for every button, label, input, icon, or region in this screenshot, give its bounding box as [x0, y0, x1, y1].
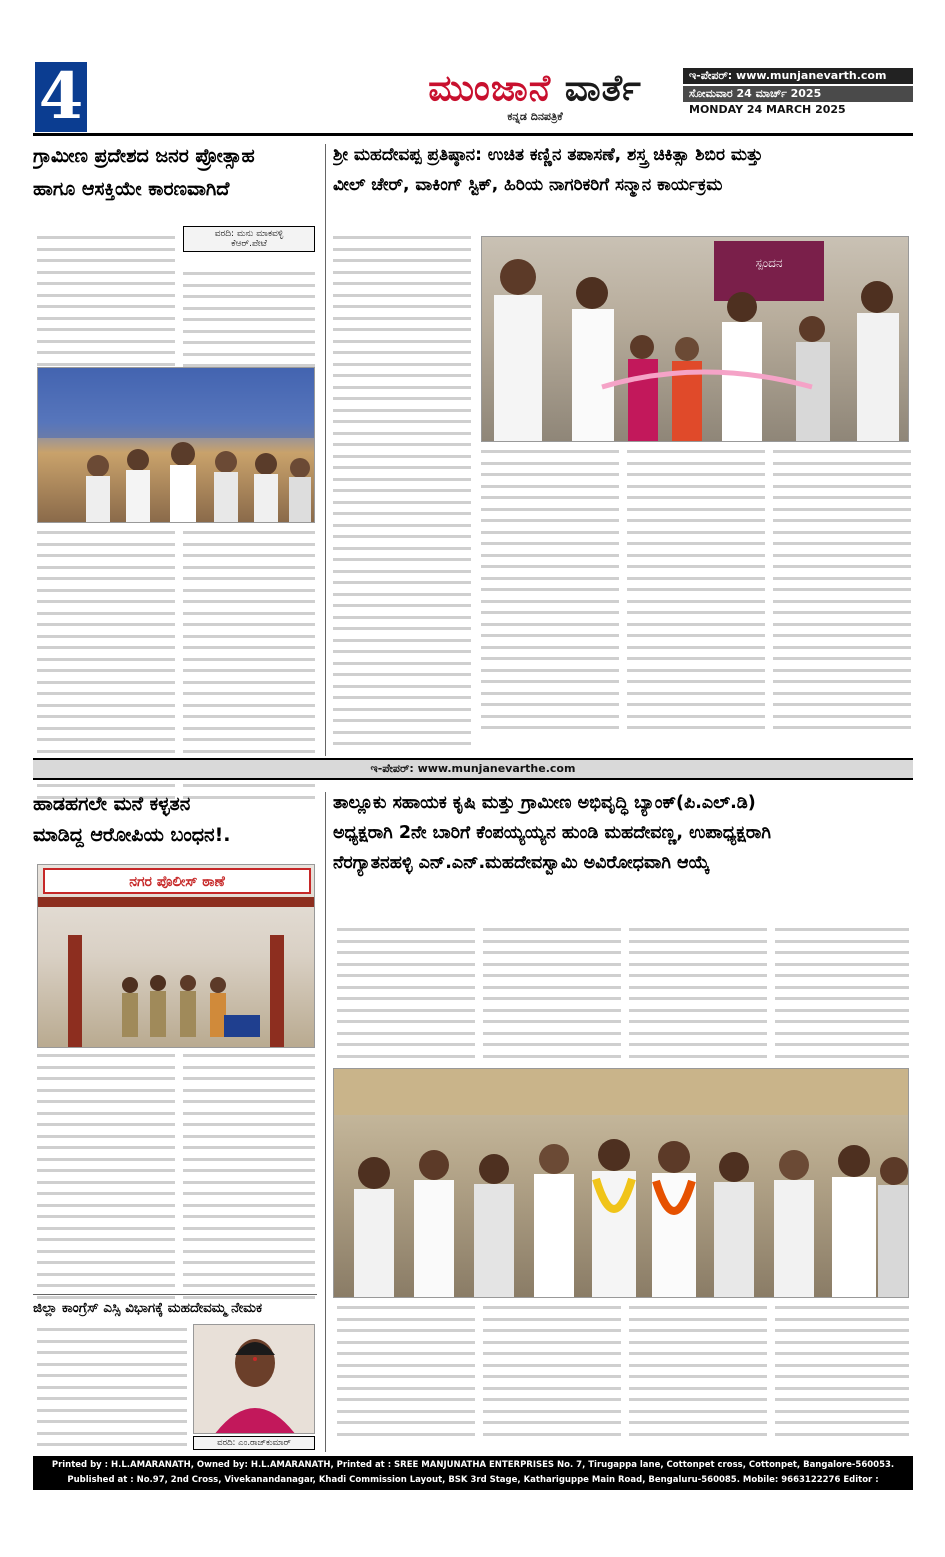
congress-photo-caption: ವರದಿ: ಎಂ.ರಾಜ್‌ಕುಮಾರ್: [193, 1436, 315, 1450]
section-divider: [33, 1294, 317, 1295]
lower-column-divider: [325, 792, 326, 1452]
camp-body-col-2: [481, 450, 619, 738]
footer-print-line: Printed by : H.L.AMARANATH, Owned by: H.L.AMARANATH, Printed at : SREE MANJUNATHA ENTERPRISES No. 7, Tirugappa lane, Cottonpet cross, Cottonpet, Bangalore-560053.: [51, 1460, 895, 1470]
congress-headline-block: [33, 1300, 317, 1322]
brand-logo: [395, 66, 675, 110]
epaper-url[interactable]: ಇ-ಪೇಪರ್: www.munjanevarth.com: [683, 68, 913, 84]
date-kannada: ಸೋಮವಾರ 24 ಮಾರ್ಚ್ 2025: [683, 86, 913, 102]
bank-headline-line-1: ತಾಲ್ಲೂಕು ಸಹಾಯಕ ಕೃಷಿ ಮತ್ತು ಗ್ರಾಮೀಣ ಅಭಿವೃದ್ಧಿ ಬ್ಯಾಂಕ್(ಪಿ.ಎಲ್.ಡಿ): [333, 793, 756, 813]
police-station-photo: [37, 864, 315, 1048]
police-station-sign: ನಗರ ಪೊಲೀಸ್ ಠಾಣೆ: [129, 874, 225, 890]
rural-photo-figures: [38, 368, 315, 523]
bank-body-col-3: [629, 928, 767, 1066]
rural-headline-line-2: ಹಾಗೂ ಆಸಕ್ತಿಯೇ ಕಾರಣವಾಗಿದೆ: [33, 177, 230, 200]
tagline: ಕನ್ನಡ ದಿನಪತ್ರಿಕೆ: [507, 110, 563, 123]
bank-felicitation-photo: [333, 1068, 909, 1298]
bank-body-col-2: [483, 928, 621, 1066]
rural-byline: [183, 226, 315, 252]
page-number: 4: [35, 62, 87, 132]
camp-photo-figures: [482, 237, 909, 442]
camp-headline-line-2: ವೀಲ್ ಚೇರ್, ವಾಕಿಂಗ್ ಸ್ಟಿಕ್, ಹಿರಿಯ ನಾಗರಿಕರಿಗೆ ಸನ್ಮಾನ ಕಾರ್ಯಕ್ರಮ: [333, 175, 723, 196]
date-english: MONDAY 24 MARCH 2025: [689, 103, 846, 116]
camp-headline-block: [333, 144, 913, 224]
masthead: [33, 58, 913, 136]
theft-headline-line-2: ಮಾಡಿದ್ದ ಆರೋಪಿಯ ಬಂಧನ!.: [33, 823, 231, 846]
masthead-meta: [683, 68, 913, 118]
brand-part-1: ಮುಂಜಾನೆ: [428, 67, 552, 109]
camp-body-col-3: [627, 450, 765, 738]
bank-headline-line-3: ನೆರಗ್ಯಾತನಹಳ್ಳಿ ಎನ್.ಎನ್.ಮಹದೇವಸ್ವಾಮಿ ಅವಿರೋಧವಾಗಿ ಆಯ್ಕೆ: [333, 852, 710, 873]
bank-headline-block: [333, 792, 913, 904]
rural-headline-block: [33, 144, 317, 224]
imprint-footer: [33, 1456, 913, 1500]
mid-epaper-strip[interactable]: ಇ-ಪೇಪರ್: www.munjanevarthe.com: [33, 758, 913, 780]
camp-body-col-4: [773, 450, 911, 738]
camp-body-col-1: [333, 236, 471, 754]
congress-headline: ಜಿಲ್ಲಾ ಕಾಂಗ್ರೆಸ್ ಎಸ್ಸಿ ವಿಭಾಗಕ್ಕೆ ಮಹದೇವಮ್ಮ ನೇಮಕ: [33, 1300, 263, 1316]
bank-body-col-5: [337, 1306, 475, 1444]
police-photo-figures: [38, 865, 315, 1048]
rural-headline-line-1: ಗ್ರಾಮೀಣ ಪ್ರದೇಶದ ಜನರ ಪ್ರೋತ್ಸಾಹ: [33, 145, 255, 167]
column-divider: [325, 144, 326, 756]
bank-body-col-7: [629, 1306, 767, 1444]
rural-byline-reporter: ವರದಿ: ಮನು ಮಾಕವಳ್ಳಿ: [214, 229, 284, 239]
camp-inauguration-photo: [481, 236, 909, 442]
bank-headline-line-2: ಅಧ್ಯಕ್ಷರಾಗಿ 2ನೇ ಬಾರಿಗೆ ಕೆಂಪಯ್ಯಯ್ಯನ ಹುಂಡಿ ಮಹದೇವಣ್ಣ, ಉಪಾಧ್ಯಕ್ಷರಾಗಿ: [333, 822, 771, 843]
bank-body-col-1: [337, 928, 475, 1066]
camp-headline-line-1: ಶ್ರೀ ಮಹದೇವಪ್ಪ ಪ್ರತಿಷ್ಠಾನ: ಉಚಿತ ಕಣ್ಣಿನ ತಪಾಸಣೆ, ಶಸ್ತ್ರ ಚಿಕಿತ್ಸಾ ಶಿಬಿರ ಮತ್ತು: [333, 145, 763, 165]
bank-body-col-4: [775, 928, 909, 1066]
theft-headline-line-1: ಹಾಡಹಗಲೇ ಮನೆ ಕಳ್ಳತನ: [33, 793, 191, 815]
camp-photo-banner: ಸ್ಪಂದನ: [755, 256, 783, 270]
bank-body-col-8: [775, 1306, 909, 1444]
footer-publish-line: Published at : No.97, 2nd Cross, Vivekanandanagar, Khadi Commission Layout, BSK 3rd Stage, Kathariguppe Main Road, Bengaluru-560085. Mobile: 9663122276 Editor : H.L.AMARANATH: [67, 1475, 879, 1500]
portrait-figure: [194, 1325, 315, 1434]
bank-body-col-6: [483, 1306, 621, 1444]
theft-body-col-2: [183, 1054, 315, 1307]
newspaper-page: [33, 58, 913, 1500]
rural-byline-place: ಕೆಆರ್.ಪೇಟೆ: [231, 239, 267, 249]
theft-body-col-1: [37, 1054, 175, 1307]
bank-photo-crowd: [334, 1069, 909, 1298]
brand-part-2: ವಾರ್ತೆ: [564, 67, 642, 109]
mahadevamma-portrait: [193, 1324, 315, 1434]
theft-headline-block: [33, 792, 317, 864]
congress-body: [37, 1328, 187, 1455]
rural-event-photo: [37, 367, 315, 523]
